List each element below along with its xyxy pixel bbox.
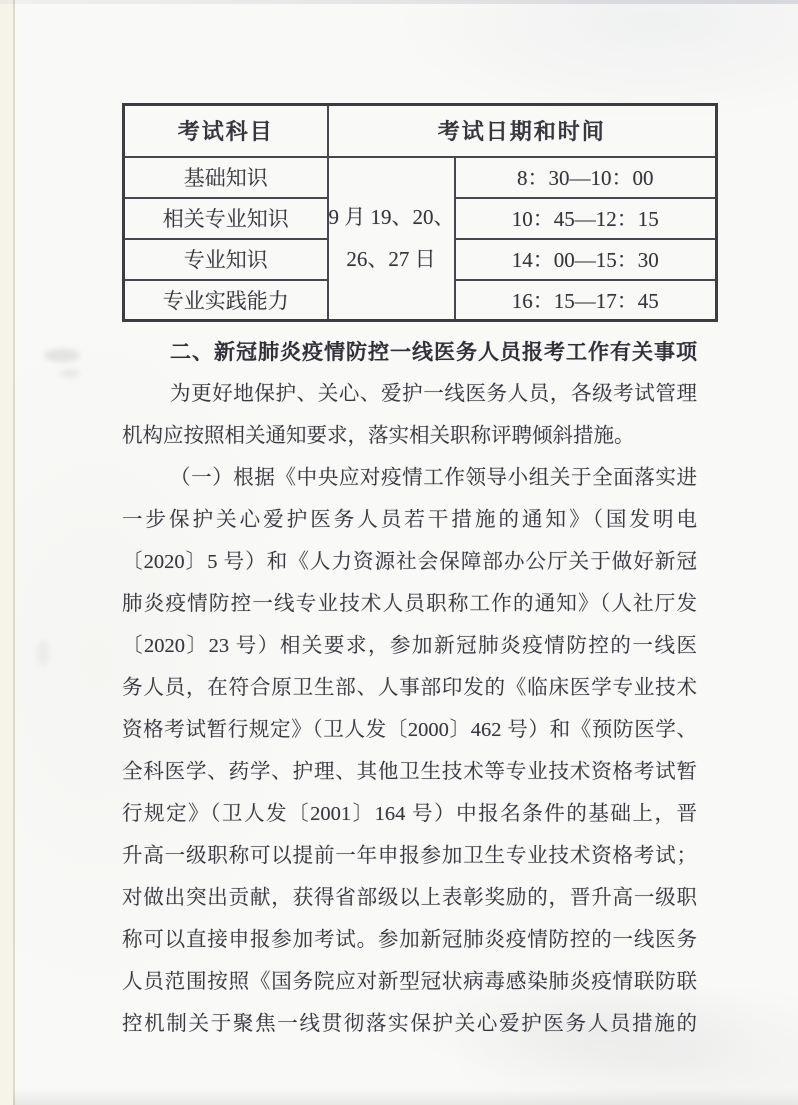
header-cell-datetime: 考试日期和时间 [328,105,717,157]
paragraph [122,457,697,1045]
scan-top-edge-shadow [0,0,798,4]
text-line: 务人员，在符合原卫生部、人事部印发的《临床医学专业技术 [122,677,697,699]
exam-schedule-table [122,103,718,322]
scan-bottom-shadow [13,1089,798,1105]
text-line: 〔2020〕5 号）和《人力资源社会保障部办公厅关于做好新冠 [122,551,697,573]
text-line: 全科医学、药学、护理、其他卫生技术等专业技术资格考试暂 [122,761,697,783]
time-cell: 10：45—12：15 [455,198,717,239]
date-cell [328,157,455,321]
text-line: （一）根据《中央应对疫情工作领导小组关于全面落实进 [170,467,697,489]
text-line: 资格考试暂行规定》（卫人发〔2000〕462 号）和《预防医学、 [122,719,697,741]
text-line: 一步保护关心爱护医务人员若干措施的通知》（国发明电 [122,509,697,531]
text-line: 称可以直接申报参加考试。参加新冠肺炎疫情防控的一线医务 [122,929,697,951]
text-line: 行规定》（卫人发〔2001〕164 号）中报名条件的基础上，晋 [122,803,697,825]
paragraph [122,373,697,457]
table-header-row [124,105,717,157]
subject-cell: 相关专业知识 [124,198,328,239]
scan-smudge [44,349,80,362]
text-line: 机构应按照相关通知要求，落实相关职称评聘倾斜措施。 [122,425,635,447]
text-line: 肺炎疫情防控一线专业技术人员职称工作的通知》（人社厅发 [122,593,697,615]
date-line-1: 9 月 19、20、 [328,205,455,230]
subject-cell: 基础知识 [124,157,328,198]
text-line: 控机制关于聚焦一线贯彻落实保护关心爱护医务人员措施的 [122,1013,697,1035]
time-cell: 16：15—17：45 [455,280,717,321]
text-line: 〔2020〕23 号）相关要求，参加新冠肺炎疫情防控的一线医 [122,635,697,657]
document-body [122,331,697,1045]
text-line: 升高一级职称可以提前一年申报参加卫生专业技术资格考试； [122,845,697,867]
subject-cell: 专业知识 [124,239,328,280]
time-cell: 14：00—15：30 [455,239,717,280]
paper-edge-strip [0,0,15,1105]
subject-cell: 专业实践能力 [124,280,328,321]
date-line-2: 26、27 日 [346,247,436,272]
table-row [124,157,717,198]
scan-smudge [60,369,80,378]
time-cell: 8：30—10：00 [455,157,717,198]
text-line: 对做出突出贡献，获得省部级以上表彰奖励的，晋升高一级职 [122,887,697,909]
text-line: 为更好地保护、关心、爱护一线医务人员，各级考试管理 [170,383,697,405]
text-line: 人员范围按照《国务院应对新型冠状病毒感染肺炎疫情联防联 [122,971,697,993]
scan-smudge [36,640,50,666]
header-cell-subject: 考试科目 [124,105,328,157]
section-heading: 二、新冠肺炎疫情防控一线医务人员报考工作有关事项 [170,340,697,364]
